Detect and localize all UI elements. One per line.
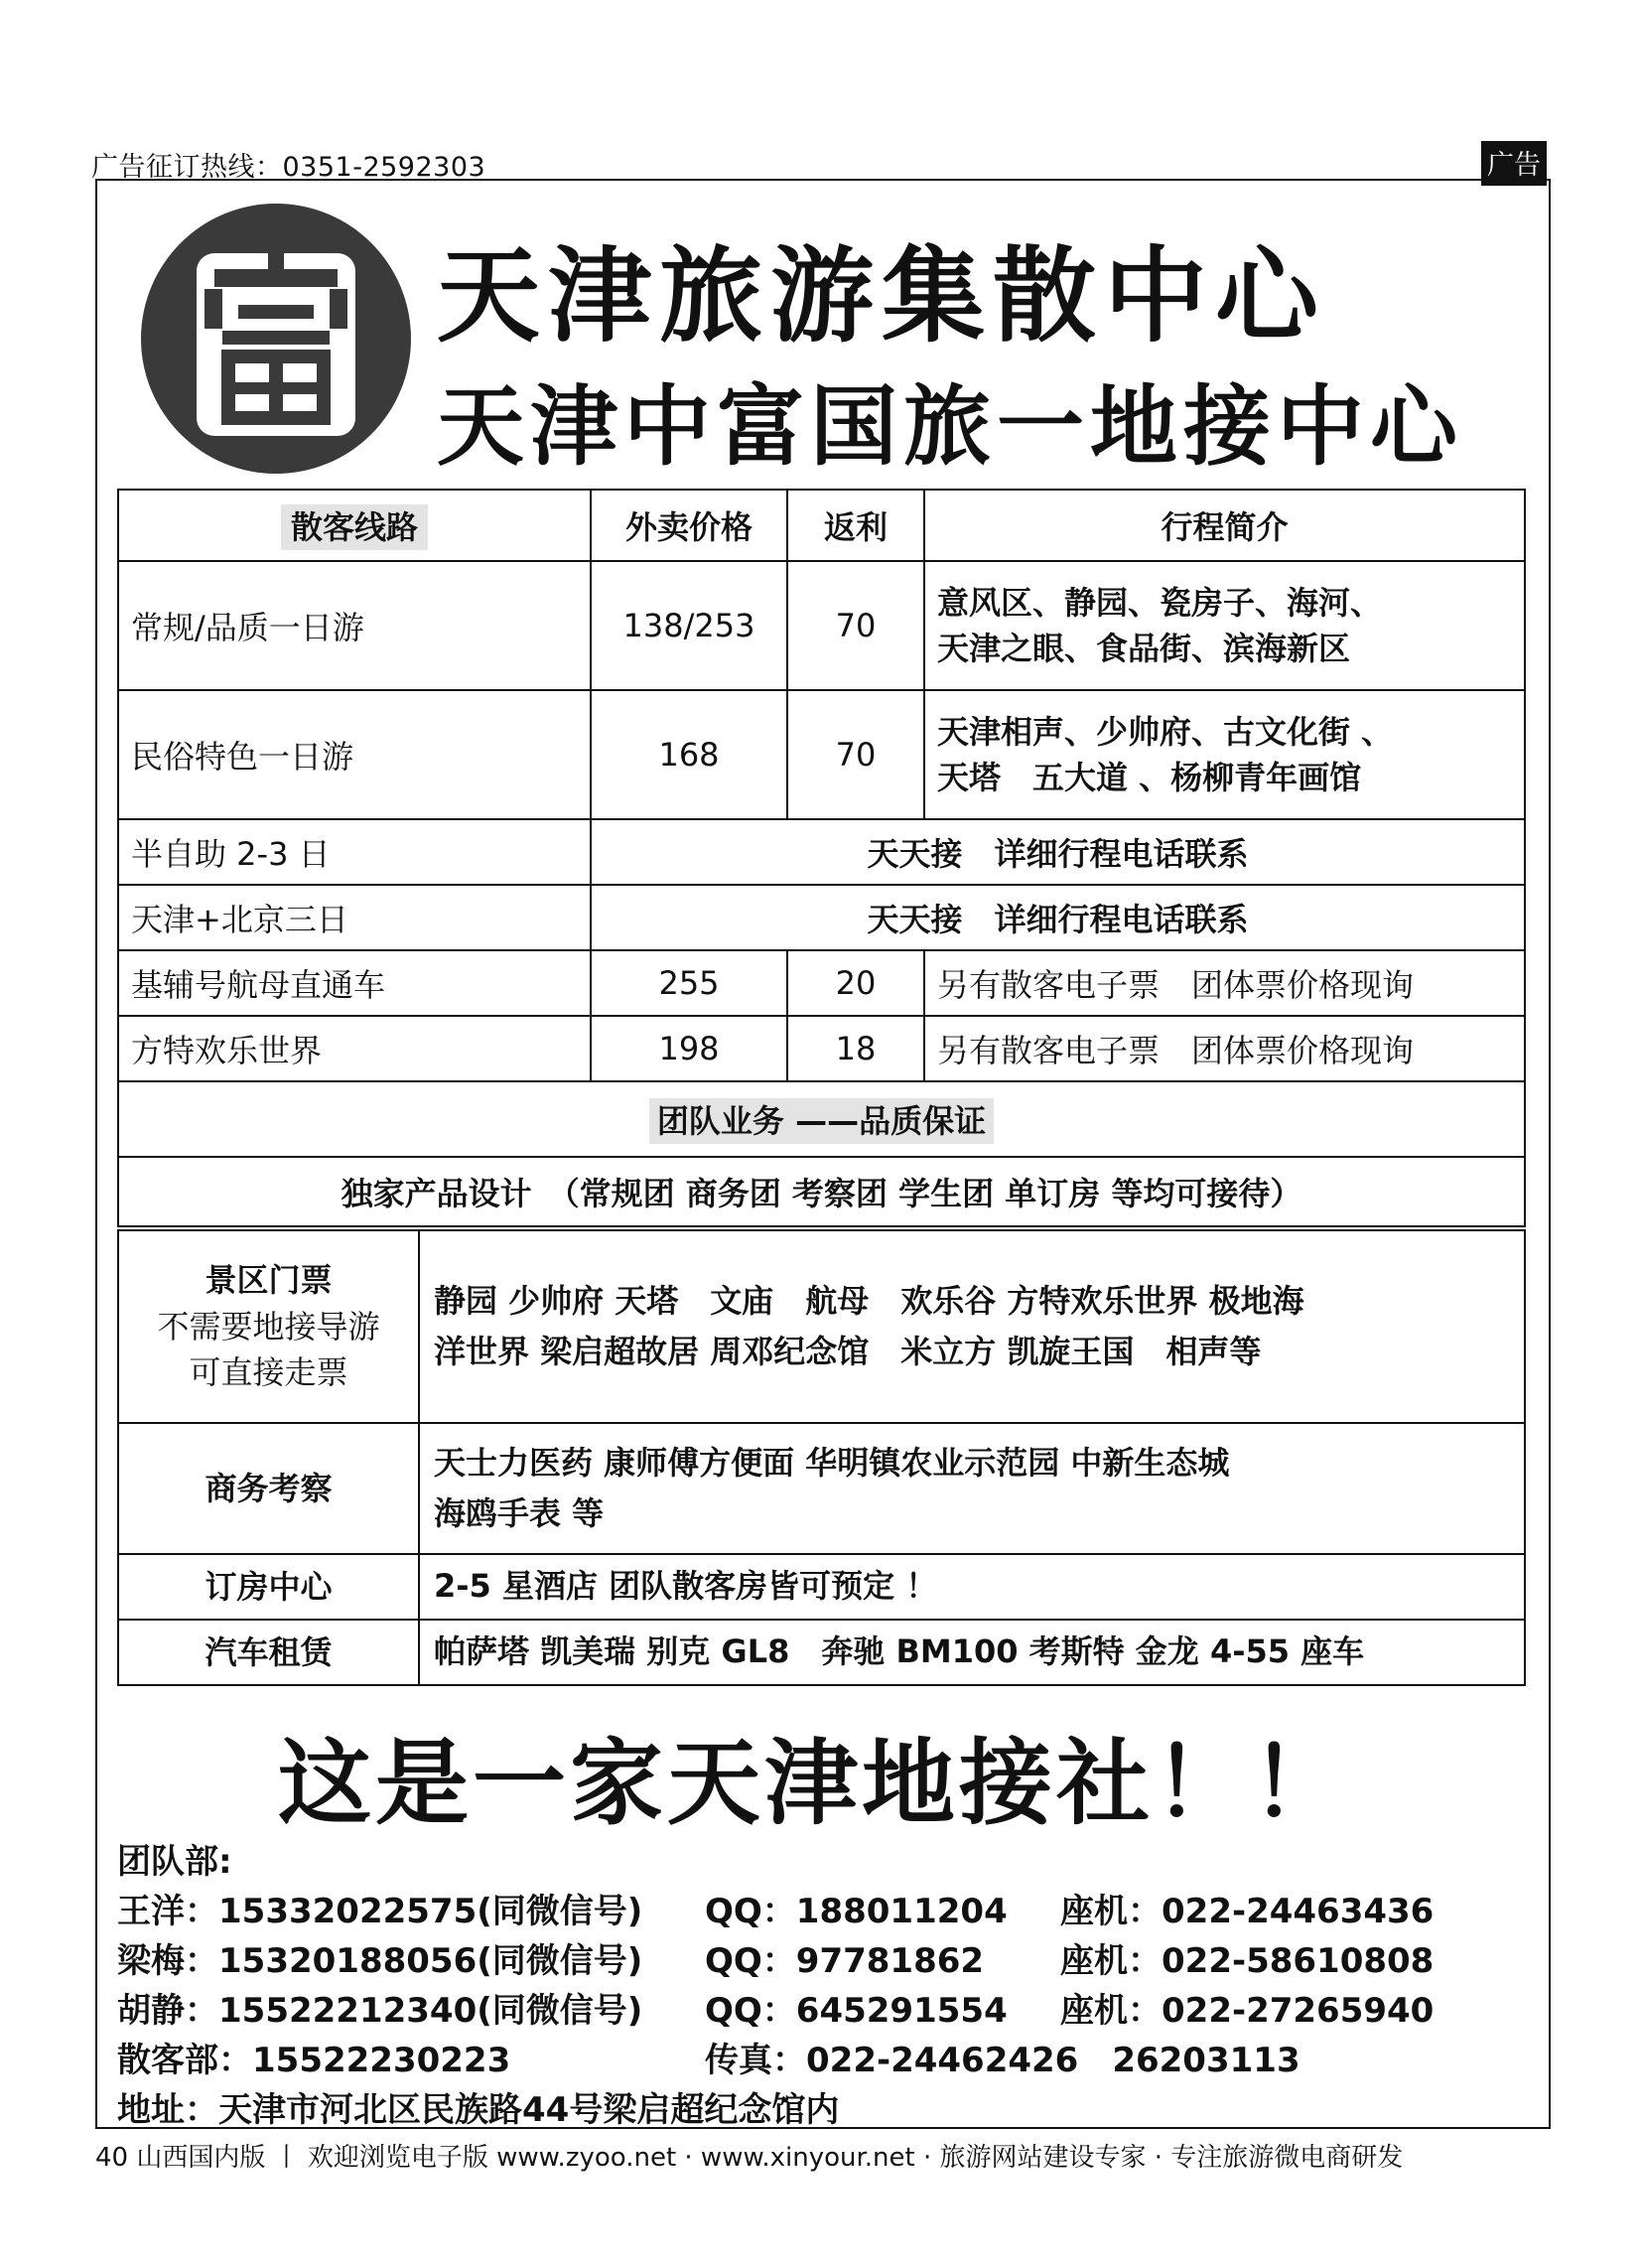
brand-subtitle: 天津中富国旅一地接中心 — [437, 375, 1464, 478]
address: 地址：天津市河北区民族路44号梁启超纪念馆内 — [117, 2090, 840, 2130]
fax: 传真：022-24462426 26203113 — [705, 2041, 1300, 2080]
header-rebate: 返利 — [787, 490, 924, 561]
contact-name-phone: 胡静：15522212340(同微信号) — [117, 1991, 643, 2031]
route-price: 255 — [591, 950, 787, 1016]
service-line: 海鸥手表 等 — [434, 1494, 605, 1532]
route-desc-line: 天塔 五大道 、杨柳青年画馆 — [937, 759, 1362, 796]
service-body — [419, 1230, 1525, 1423]
table-header — [118, 490, 1525, 561]
ad-hotline: 广告征订热线：0351-2592303 — [91, 152, 486, 183]
route-name: 天津+北京三日 — [118, 885, 591, 950]
contact-name-phone: 梁梅：15320188056(同微信号) — [117, 1941, 643, 1981]
route-desc — [924, 690, 1525, 819]
service-label — [118, 1230, 419, 1423]
service-body: 2-5 星酒店 团队散客房皆可预定 ！ — [419, 1554, 1525, 1620]
route-rebate: 70 — [787, 561, 924, 690]
service-label: 汽车租赁 — [118, 1620, 419, 1685]
contact-landline: 座机：022-27265940 — [1060, 1991, 1435, 2031]
brand-title: 天津旅游集散中心 — [437, 235, 1327, 356]
service-label: 订房中心 — [118, 1554, 419, 1620]
route-rebate: 20 — [787, 950, 924, 1016]
contact-qq: QQ：645291554 — [705, 1991, 1008, 2031]
route-desc-line: 意风区、静园、瓷房子、海河、 — [937, 583, 1383, 622]
service-line: 静园 少帅府 天塔 文庙 航母 欢乐谷 方特欢乐世界 极地海 — [434, 1281, 1304, 1320]
contact-qq: QQ：97781862 — [705, 1941, 985, 1981]
route-desc — [924, 561, 1525, 690]
page-footer: 40 山西国内版 丨 欢迎浏览电子版 www.zyoo.net · www.xinyour.net · 旅游网站建设专家 · 专注旅游微电商研发 — [95, 2143, 1404, 2173]
route-name: 半自助 2-3 日 — [118, 819, 591, 885]
route-name: 基辅号航母直通车 — [118, 950, 591, 1016]
service-line: 天士力医药 康师傅方便面 华明镇农业示范园 中新生态城 — [434, 1443, 1230, 1482]
contact-landline: 座机：022-24463436 — [1060, 1892, 1435, 1931]
route-desc-line: 天津之眼、食品街、滨海新区 — [937, 630, 1351, 667]
route-name: 民俗特色一日游 — [118, 690, 591, 819]
route-name: 常规/品质一日游 — [118, 561, 591, 690]
route-price: 168 — [591, 690, 787, 819]
header-desc: 行程简介 — [924, 490, 1525, 561]
slogan: 这是一家天津地接社！！ — [278, 1730, 1349, 1838]
route-table — [117, 489, 1526, 1227]
service-label-sub: 不需要地接导游 — [157, 1307, 380, 1346]
route-desc: 另有散客电子票 团体票价格现询 — [924, 950, 1525, 1016]
table-row — [118, 1423, 1525, 1554]
ad-tag: 广告 — [1481, 141, 1547, 186]
route-note: 天天接 详细行程电话联系 — [591, 885, 1525, 950]
service-table — [117, 1229, 1526, 1686]
group-heading: 团队业务 ——品质保证 — [649, 1098, 994, 1144]
table-row — [118, 690, 1525, 819]
table-row — [118, 561, 1525, 690]
dept-title: 团队部: — [117, 1842, 232, 1882]
service-label-title: 景区门票 — [205, 1261, 333, 1300]
route-price: 198 — [591, 1016, 787, 1081]
route-desc: 另有散客电子票 团体票价格现询 — [924, 1016, 1525, 1081]
route-name: 方特欢乐世界 — [118, 1016, 591, 1081]
contact-name-phone: 王洋：15332022575(同微信号) — [117, 1892, 643, 1931]
route-rebate: 18 — [787, 1016, 924, 1081]
route-price: 138/253 — [591, 561, 787, 690]
service-label-sub: 可直接走票 — [189, 1353, 348, 1392]
retail-phone: 散客部：15522230223 — [117, 2041, 511, 2080]
exclusive-row — [118, 1157, 1525, 1226]
exclusive-design: 独家产品设计 （常规团 商务团 考察团 学生团 单订房 等均可接待） — [118, 1157, 1525, 1226]
table-row — [118, 1554, 1525, 1620]
table-row — [118, 1620, 1525, 1685]
header-route: 散客线路 — [281, 504, 428, 550]
service-line: 洋世界 梁启超故居 周邓纪念馆 米立方 凯旋王国 相声等 — [434, 1333, 1262, 1370]
service-body — [419, 1423, 1525, 1554]
group-section-heading — [118, 1081, 1525, 1157]
route-desc-line: 天津相声、少帅府、古文化街 、 — [937, 712, 1394, 751]
table-row — [118, 1016, 1525, 1081]
contact-landline: 座机：022-58610808 — [1060, 1941, 1435, 1981]
table-row — [118, 1230, 1525, 1423]
route-rebate: 70 — [787, 690, 924, 819]
table-row — [118, 819, 1525, 885]
table-row — [118, 885, 1525, 950]
table-row — [118, 950, 1525, 1016]
service-label: 商务考察 — [118, 1423, 419, 1554]
contact-qq: QQ：188011204 — [705, 1892, 1008, 1931]
company-logo — [139, 202, 413, 476]
route-note: 天天接 详细行程电话联系 — [591, 819, 1525, 885]
header-price: 外卖价格 — [591, 490, 787, 561]
logo-char: 富 — [275, 458, 277, 459]
service-body: 帕萨塔 凯美瑞 别克 GL8 奔驰 BM100 考斯特 金龙 4-55 座车 — [419, 1620, 1525, 1685]
